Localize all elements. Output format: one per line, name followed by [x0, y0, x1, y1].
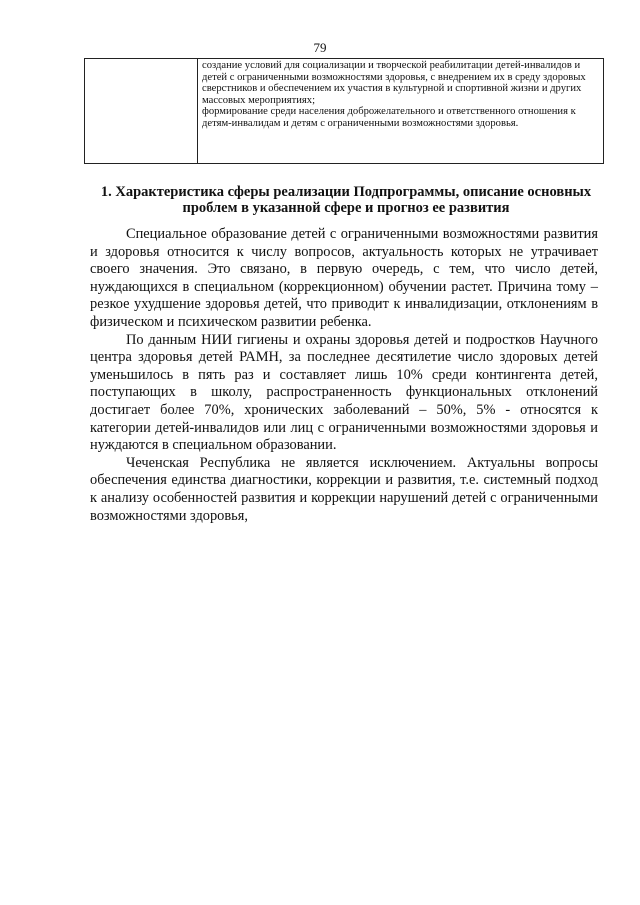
table-text-cell: [198, 59, 604, 164]
paragraph-1: Специальное образование детей с ограниченными возможностями развития и здоровья относится к числу вопросов, актуальность которых не утрачивает своего значения. Это связано, в первую очередь, с тем, что число детей, нуждающихся в специальном (коррекционном) обучении растет. Причина тому – резкое ухудшение здоровья детей, что приводит к инвалидизации, отклонениям в физическом и психическом развитии ребенка.: [90, 226, 598, 330]
table-line-2: формирование среди населения доброжелательного и ответственного отношения к детям-инвалидам и детям с ограниченными возможностями здоровья.: [202, 106, 576, 129]
document-body: [90, 226, 598, 525]
subprogram-goals-table: [84, 58, 604, 164]
table-empty-cell: [85, 59, 198, 164]
paragraph-3: Чеченская Республика не является исключением. Актуальны вопросы обеспечения единства диагностики, коррекции и развития, т.е. системный подход к анализу особенностей развития и коррекции нарушений детей с ограниченными возможностями здоровья,: [90, 454, 598, 524]
section-heading: 1. Характеристика сферы реализации Подпрограммы, описание основных проблем в указанной сфере и прогноз ее развития: [100, 184, 592, 216]
paragraph-2: По данным НИИ гигиены и охраны здоровья детей и подростков Научного центра здоровья детей РАМН, за последнее десятилетие число здоровых детей уменьшилось в пять раз и составляет лишь 10% среди контингента детей, поступающих в школу, распространенность функциональных отклонений достигает более 70%, хронических заболеваний – 50%, 5% - относятся к категории детей-инвалидов или лиц с ограниченными возможностями здоровья и нуждаются в специальном образовании.: [90, 331, 598, 454]
table-line-1: создание условий для социализации и творческой реабилитации детей-инвалидов и детей с ограниченными возможностями здоровья, с внедрением их в среду здоровых сверстников и обеспечением их участия в культурной и спортивной жизни и других массовых мероприятиях;: [202, 60, 586, 106]
page-number: 79: [313, 40, 327, 55]
